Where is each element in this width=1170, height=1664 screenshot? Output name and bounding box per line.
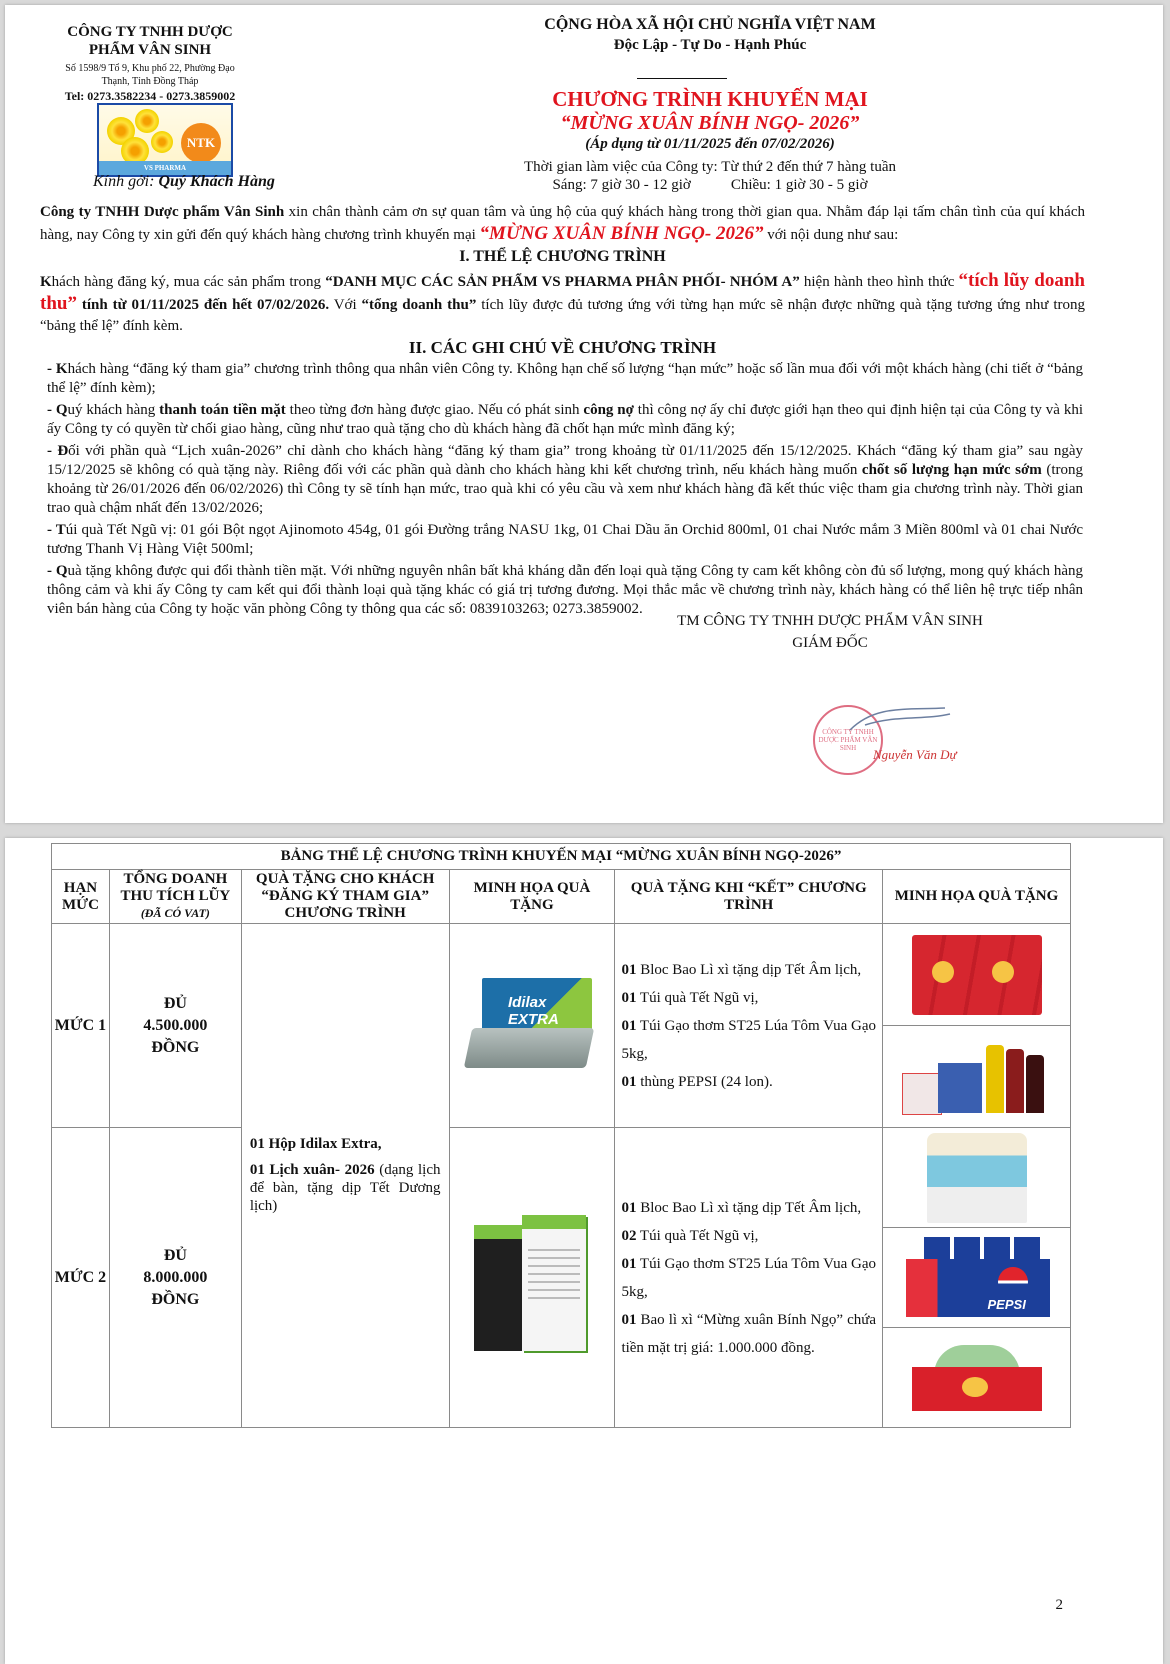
national-motto: Độc Lập - Tự Do - Hạnh Phúc [613,37,807,53]
header-illustration-1: MINH HỌA QUÀ TẶNG [449,870,615,924]
pepsi-label: PEPSI [987,1296,1026,1312]
gift-text: Bloc Bao Lì xì tặng dịp Tết Âm lịch, [636,1199,862,1216]
gift-qty: 01 [621,1311,637,1328]
greeting [93,173,275,191]
s1-period: tính từ 01/11/2025 đến hết 07/02/2026. [76,297,330,313]
idilax-illustration-cell [449,924,615,1128]
greeting-label: Kính gởi: [93,173,159,190]
level-2-cell: MỨC 2 [52,1128,110,1428]
working-hours [475,158,945,194]
gift-item [621,1306,876,1362]
note-lead: - Q [47,402,68,418]
header-revenue [109,870,241,924]
threshold-value: 8.000.000 [143,1268,208,1286]
gift-item [621,1068,876,1096]
signature-block [645,610,1015,654]
address-line1: Số 1598/9 Tổ 9, Khu phố 22, Phường Đạo [65,63,235,74]
lucky-money-image [912,1345,1042,1411]
section-2-heading: II. CÁC GHI CHÚ VỀ CHƯƠNG TRÌNH [408,338,717,357]
register-gift-calendar-desc: (dạng lịch để bàn, tặng dịp Tết Dương lịch) [249,1162,441,1214]
threshold-label: ĐỦ [163,1246,187,1264]
s1-text: Với [329,297,362,313]
s1-catalog: “DANH MỤC CÁC SẢN PHẨM VS PHARMA PHÂN PHỐI- NHÓM A” [325,274,800,290]
register-gift-calendar: 01 Lịch xuân- 2026 [249,1162,375,1178]
table-row-level-2 [52,1128,1071,1228]
header-level: HẠN MỨC [52,870,110,924]
address-line2: Thạnh, Tỉnh Đồng Tháp [101,76,199,87]
apricot-blossom-icon [151,131,173,153]
grocery-illustration-cell [883,1026,1071,1128]
note-lead: - K [47,361,68,377]
rice-bag-illustration-cell [883,1128,1071,1228]
rice-bag-image [927,1133,1027,1223]
gift-item [621,984,876,1012]
level-1-cell: MỨC 1 [52,924,110,1128]
note-text: hách hàng “đăng ký tham gia” chương trình thông qua nhân viên Công ty. Không hạn chế số lượng “hạn mức” hoặc số lần mua đối với một khách hàng (chi tiết ở “bảng thể lệ” đính kèm); [47,361,1083,396]
gift-text: thùng PEPSI (24 lon). [636,1073,773,1090]
gift-text: Bloc Bao Lì xì tặng dịp Tết Âm lịch, [636,961,862,978]
gift-qty: 01 [621,1255,637,1272]
note-bold: công nợ [583,402,634,418]
intro-text-end: với nội dung như sau: [763,227,899,243]
s1-text: tích lũy được đủ tương ứng với từng hạn mức sẽ nhận được những quà tặng tương ứng như trong “bảng thể lệ” đính kèm. [40,297,1085,334]
gift-qty: 01 [621,989,637,1006]
note-text: ối với phần quà “Lịch xuân-2026” chỉ dành cho khách hàng “đăng ký tham gia” trong khoảng từ 01/11/2025 đến 15/12/2025. Khách “đăng ký tham gia” sau ngày 15/12/2025 sẽ không có quà tặng này. Riêng đối với các phần quà dành cho khách hàng khi kết chương trình, nếu khách hàng muốn [47,443,1083,478]
header-end-gift: QUÀ TẶNG KHI “KẾT” CHƯƠNG TRÌNH [615,870,883,924]
gift-item [621,956,876,984]
greeting-recipient: Quý Khách Hàng [158,173,275,190]
s1-total: “tổng doanh thu” [361,297,477,313]
idilax-label: Idilax EXTRA [507,993,559,1028]
s1-accumulation: “tích lũy doanh thu” [40,270,1085,314]
threshold-label: ĐỦ [163,994,187,1012]
note-text: uý khách hàng [67,402,160,418]
section-1-body [40,270,1085,337]
header-revenue-vat: (ĐÃ CÓ VAT) [140,906,210,920]
gift-item [621,1250,876,1306]
national-title: CỘNG HÒA XÃ HỘI CHỦ NGHĨA VIỆT NAM [544,16,876,33]
s1-text: hách hàng đăng ký, mua các sản phẩm trong [51,274,326,290]
table-row-level-1 [52,924,1071,1026]
red-envelopes-image [912,935,1042,1015]
company-name [45,23,255,59]
program-title: CHƯƠNG TRÌNH KHUYẾN MẠI [552,87,868,111]
program-name: “MỪNG XUÂN BÍNH NGỌ- 2026” [560,112,860,134]
intro-text: xin chân thành cảm ơn sự quan tâm và ủng hộ của quý khách hàng trong thời gian qua. Nhằm đáp lại tấm chân tình của quí khách hàng, nay Công ty xin gửi đến quý khách hàng chương trình khuyến mại [40,204,1085,243]
gift-item [621,1222,876,1250]
hours-afternoon: Chiều: 1 giờ 30 - 5 giờ [730,177,868,193]
threshold-value: 4.500.000 [143,1016,208,1034]
signature-company: TM CÔNG TY TNHH DƯỢC PHẨM VÂN SINH [677,613,983,629]
company-logo [97,103,233,177]
note-item [47,360,1083,398]
note-item [47,401,1083,439]
header-register-gift: QUÀ TẶNG CHO KHÁCH “ĐĂNG KÝ THAM GIA” CHƯƠNG TRÌNH [241,870,449,924]
end-gifts-level-2 [615,1128,883,1428]
note-bold: chốt số lượng hạn mức sớm [861,462,1042,478]
company-name-line1: CÔNG TY TNHH DƯỢC [67,24,233,40]
rules-table [51,843,1071,1428]
company-name-line2: PHẨM VÂN SINH [88,42,212,58]
apricot-blossom-icon [135,109,159,133]
gift-text: Túi quà Tết Ngũ vị, [636,1227,759,1244]
note-text: theo từng đơn hàng được giao. Nếu có phát sinh [285,402,584,418]
company-address [45,62,255,88]
gift-text: Túi Gạo thơm ST25 Lúa Tôm Vua Gạo 5kg, [621,1255,877,1300]
note-text: úi quà Tết Ngũ vị: 01 gói Bột ngọt Ajinomoto 454g, 01 gói Đường trắng NASU 1kg, 01 Chai Dầu ăn Orchid 800ml, 01 chai Nước mắm 3 Miền 800ml và 01 chai Nước tương Thanh Vị Hàng Việt 500ml; [47,522,1083,557]
intro-company: Công ty TNHH Dược phẩm Vân Sinh [40,204,285,220]
threshold-1-cell [109,924,241,1128]
section-2-notes [47,360,1083,619]
section-1-heading: I. THỂ LỆ CHƯƠNG TRÌNH [459,248,666,265]
gift-text: Bao lì xì “Mừng xuân Bính Ngọ” chứa tiền mặt trị giá: 1.000.000 đồng. [621,1311,877,1356]
gift-qty: 01 [621,1073,637,1090]
pepsi-case-image [902,1237,1052,1319]
calendar-illustration-cell [449,1128,615,1428]
note-lead: - Đ [47,443,69,459]
header-illustration-2: MINH HỌA QUÀ TẶNG [883,870,1071,924]
signature-scribble-icon [845,700,955,740]
header-divider [637,78,727,79]
pepsi-illustration-cell [883,1228,1071,1328]
gift-qty: 01 [621,1017,637,1034]
idilax-box-image [468,978,596,1074]
page-number: 2 [1055,1597,1063,1613]
gift-qty: 01 [621,1199,637,1216]
intro-program-name: “MỪNG XUÂN BÍNH NGỌ- 2026” [479,223,764,244]
signer-name: Nguyễn Văn Dự [873,747,957,762]
s1-text: hiện hành theo hình thức [799,274,959,290]
note-text: uà tặng không được qui đổi thành tiền mặt. Với những nguyên nhân bất khả kháng dẫn đến loại quà tặng Công ty cam kết không còn đủ số lượng, mong quý khách hàng thông cảm và khi ấy Công ty cam kết qui đổi thành loại quà tặng khác có giá trị tương đương. Mọi thắc mắc về chương trình này, khách hàng có thể liên hệ trực tiếp nhân viên bán hàng của Công ty hoặc văn phòng Công ty thông qua các số: 0839103263; 0273.3859002. [47,563,1084,617]
company-tel: Tel: 0273.3582234 - 0273.3859002 [64,89,236,103]
header-revenue-label: TỔNG DOANH THU TÍCH LŨY [120,871,231,904]
signature-title: GIÁM ĐỐC [792,635,868,651]
program-dates: (Áp dụng từ 01/11/2025 đến 07/02/2026) [585,136,835,152]
end-gifts-level-1 [615,924,883,1128]
grocery-set-image [902,1039,1052,1115]
intro-paragraph [40,202,1085,246]
logo-brand-bar: VS PHARMA [99,161,231,175]
note-text: thì công nợ ấy chỉ được giới hạn theo qui định hiện tại của Công ty và khi ấy Công ty có quyền từ chối giao hàng, cũng như trao quà tặng cho dù khách hàng đã chốt hạn mức mình đăng ký; [47,402,1084,437]
national-header [475,15,945,55]
desk-calendar-image [472,1215,592,1341]
register-gift-cell [241,924,449,1428]
threshold-unit: ĐỒNG [151,1038,200,1056]
note-lead: - T [47,522,66,538]
gift-item [621,1012,876,1068]
note-lead: - Q [47,563,68,579]
lucky-money-illustration-cell [883,1328,1071,1428]
threshold-unit: ĐỒNG [151,1290,200,1308]
red-envelope-illustration-cell [883,924,1071,1026]
threshold-2-cell [109,1128,241,1428]
stamp-text: CÔNG TY TNHH DƯỢC PHẨM VÂN SINH [818,728,878,752]
gift-qty: 02 [621,1227,637,1244]
gift-text: Túi quà Tết Ngũ vị, [636,989,759,1006]
gift-item [621,1194,876,1222]
working-days: Thời gian làm việc của Công ty: Từ thứ 2 đến thứ 7 hàng tuần [524,159,896,175]
register-gift-idilax: 01 Hộp Idilax Extra, [249,1136,382,1152]
note-item [47,442,1083,518]
lead-letter: K [40,274,52,290]
note-item [47,521,1083,559]
note-text: (trong khoảng từ 26/01/2026 đến 06/02/2026) thì Công ty sẽ tính hạn mức, trao quà khi có yêu cầu và xem như khách hàng đã kết thúc việc tham gia chương trình này. Thời gian trao quà chậm nhất đến 13/02/2026; [47,462,1083,516]
hours-morning: Sáng: 7 giờ 30 - 12 giờ [552,177,691,193]
gift-text: Túi Gạo thơm ST25 Lúa Tôm Vua Gạo 5kg, [621,1017,877,1062]
document-page-2 [5,838,1163,1664]
note-bold: thanh toán tiền mặt [159,402,286,418]
table-title: BẢNG THỂ LỆ CHƯƠNG TRÌNH KHUYẾN MẠI “MỪNG XUÂN BÍNH NGỌ-2026” [52,844,1071,870]
document-page-1 [5,5,1163,823]
ntk-logo-badge: NTK [181,123,221,163]
gift-qty: 01 [621,961,637,978]
